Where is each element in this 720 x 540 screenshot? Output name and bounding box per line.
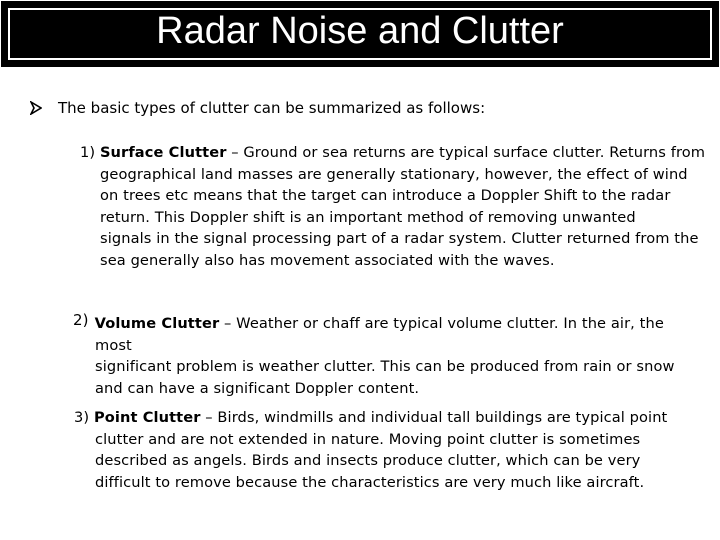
item-continuation — [80, 164, 700, 272]
item-line: sea generally also has movement associated with the waves. — [100, 251, 555, 269]
intro-text: The basic types of clutter can be summarized as follows: — [58, 99, 486, 117]
item-first-line — [80, 142, 706, 164]
item-line: most — [95, 336, 132, 354]
item-line: significant problem is weather clutter. This can be produced from rain or snow — [95, 358, 675, 375]
item-heading: Point Clutter — [93, 409, 201, 426]
item-line: signals in the signal processing part of a radar system. Clutter returned from the — [100, 230, 699, 247]
item-line: difficult to remove because the characteristics are very much like aircraft. — [95, 473, 645, 491]
item-heading: Volume Clutter — [94, 315, 220, 332]
title-frame — [8, 8, 712, 60]
list-item-surface-clutter — [80, 142, 706, 271]
arrow-bullet-icon — [30, 101, 42, 115]
item-continuation — [74, 429, 694, 494]
item-line: geographical land masses are generally stationary, however, the effect of wind — [100, 165, 688, 183]
item-first-line — [74, 407, 694, 429]
item-text: – Birds, windmills and individual tall buildings are typical point — [200, 409, 668, 426]
item-first-line — [73, 310, 693, 335]
item-number: 3) — [74, 409, 90, 426]
item-text: – Ground or sea returns are typical surface clutter. Returns from — [226, 144, 706, 161]
item-text: – Weather or chaff are typical volume clutter. In the air, the — [219, 315, 664, 332]
item-heading: Surface Clutter — [99, 144, 227, 161]
item-number: 2) — [73, 311, 89, 329]
title-bar — [1, 1, 719, 67]
list-item-volume-clutter — [73, 310, 693, 399]
item-line: on trees etc means that the target can introduce a Doppler Shift to the radar — [100, 187, 671, 204]
item-line: described as angels. Birds and insects produce clutter, which can be very — [95, 452, 641, 469]
item-number: 1) — [80, 144, 96, 161]
item-line: clutter and are not extended in nature. Moving point clutter is sometimes — [95, 430, 641, 448]
item-line: and can have a significant Doppler content. — [95, 379, 420, 397]
list-item-point-clutter — [74, 407, 694, 493]
intro-bullet — [30, 98, 485, 118]
item-continuation — [73, 335, 693, 400]
item-line: return. This Doppler shift is an important method of removing unwanted — [100, 208, 636, 226]
page-title: Radar Noise and Clutter — [156, 10, 564, 52]
